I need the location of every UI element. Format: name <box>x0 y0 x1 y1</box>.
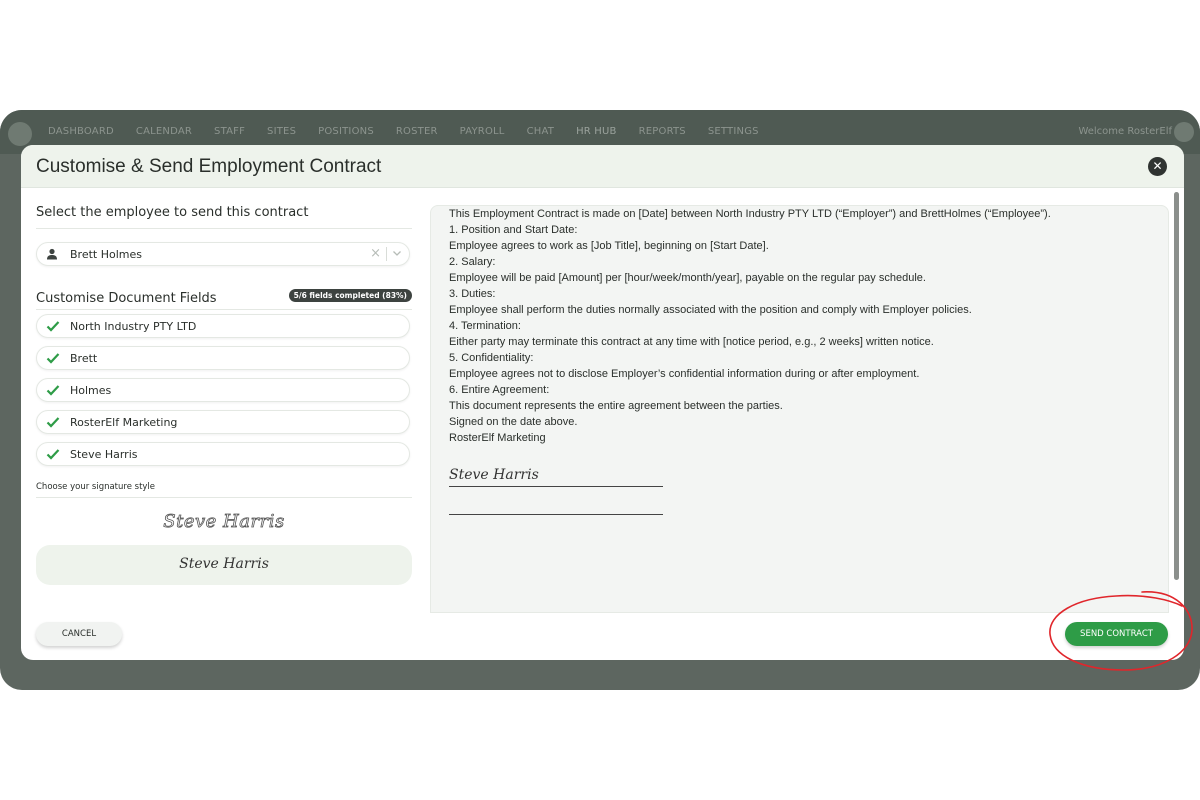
nav-item-staff[interactable]: STAFF <box>214 126 246 137</box>
nav-item-roster[interactable]: ROSTER <box>395 126 438 137</box>
contract-line: Signed on the date above. <box>449 416 578 428</box>
contract-line: Either party may terminate this contract at any time with [notice period, e.g., 2 weeks] written notice. <box>449 336 934 348</box>
signature-style-label: Choose your signature style <box>36 482 156 492</box>
check-icon <box>46 320 60 332</box>
signature-line <box>449 461 663 487</box>
nav-item-calendar[interactable]: CALENDAR <box>135 126 193 137</box>
employee-select[interactable] <box>36 242 410 266</box>
progress-badge: 5/6 fields completed (83%) <box>289 289 412 302</box>
field-last-name[interactable] <box>36 378 410 402</box>
divider <box>36 309 412 310</box>
modal-header <box>21 145 1184 188</box>
scrollbar[interactable] <box>1174 192 1179 580</box>
signature-option-script[interactable] <box>36 545 412 585</box>
contract-line: 1. Position and Start Date: <box>449 224 578 236</box>
left-panel <box>36 205 412 572</box>
field-signatory[interactable] <box>36 442 410 466</box>
signature-option-text: Steve Harris <box>179 556 269 572</box>
signature-option-outline[interactable] <box>36 505 412 541</box>
contract-line: This Employment Contract is made on [Date] between North Industry PTY LTD (“Employer”) and BrettHolmes (“Employee”). <box>449 208 1051 220</box>
field-company[interactable] <box>36 314 410 338</box>
signature-option-text: Steve Harris <box>163 511 285 532</box>
fields-header <box>36 287 412 307</box>
app-logo <box>8 122 32 146</box>
send-contract-button[interactable]: SEND CONTRACT <box>1065 622 1168 646</box>
avatar[interactable] <box>1174 122 1194 142</box>
contract-line: RosterElf Marketing <box>449 432 546 444</box>
field-first-name[interactable] <box>36 346 410 370</box>
field-value: RosterElf Marketing <box>70 416 178 429</box>
field-department[interactable] <box>36 410 410 434</box>
contract-signature: Steve Harris <box>449 467 539 483</box>
employee-select-label: Select the employee to send this contract <box>36 205 309 220</box>
chevron-down-icon[interactable] <box>391 247 403 259</box>
nav-item-chat[interactable]: CHAT <box>526 126 555 137</box>
cancel-button[interactable]: CANCEL <box>36 622 122 646</box>
contract-line: 5. Confidentiality: <box>449 352 534 364</box>
field-value: Steve Harris <box>70 448 138 461</box>
contract-line: Employee agrees to work as [Job Title], beginning on [Start Date]. <box>449 240 769 252</box>
nav-item-dashboard[interactable]: DASHBOARD <box>48 126 114 137</box>
select-separator <box>386 247 387 261</box>
date-line <box>449 514 663 515</box>
nav-item-settings[interactable]: SETTINGS <box>707 126 759 137</box>
employee-select-value: Brett Holmes <box>70 248 142 261</box>
nav-item-positions[interactable]: POSITIONS <box>318 126 374 137</box>
clear-icon[interactable]: × <box>370 246 381 261</box>
contract-line: 6. Entire Agreement: <box>449 384 550 396</box>
modal-title: Customise & Send Employment Contract <box>36 156 382 177</box>
contract-line: 2. Salary: <box>449 256 496 268</box>
contract-line: Employee will be paid [Amount] per [hour/week/month/year], payable on the regular pay schedule. <box>449 272 926 284</box>
field-value: Brett <box>70 352 98 365</box>
welcome-text: Welcome RosterElf <box>1078 126 1172 137</box>
nav-item-reports[interactable]: REPORTS <box>638 126 686 137</box>
nav-item-payroll[interactable]: PAYROLL <box>459 126 505 137</box>
contract-modal <box>21 145 1184 660</box>
contract-line: This document represents the entire agreement between the parties. <box>449 400 783 412</box>
contract-text <box>449 206 1164 446</box>
contract-preview <box>430 205 1169 613</box>
nav-menu <box>48 126 759 137</box>
check-icon <box>46 352 60 364</box>
field-value: Holmes <box>70 384 112 397</box>
person-icon <box>46 248 58 260</box>
check-icon <box>46 384 60 396</box>
divider <box>36 228 412 229</box>
fields-label: Customise Document Fields <box>36 291 217 306</box>
close-icon[interactable]: ✕ <box>1148 157 1167 176</box>
scrollbar-thumb[interactable] <box>1174 192 1179 580</box>
divider <box>36 497 412 498</box>
field-value: North Industry PTY LTD <box>70 320 197 333</box>
check-icon <box>46 448 60 460</box>
check-icon <box>46 416 60 428</box>
nav-item-hr-hub[interactable]: HR HUB <box>576 126 617 137</box>
contract-line: Employee shall perform the duties normally associated with the position and comply with Employer policies. <box>449 304 972 316</box>
contract-line: 4. Termination: <box>449 320 521 332</box>
nav-item-sites[interactable]: SITES <box>267 126 297 137</box>
contract-line: 3. Duties: <box>449 288 496 300</box>
contract-line: Employee agrees not to disclose Employer’s confidential information during or after employment. <box>449 368 920 380</box>
